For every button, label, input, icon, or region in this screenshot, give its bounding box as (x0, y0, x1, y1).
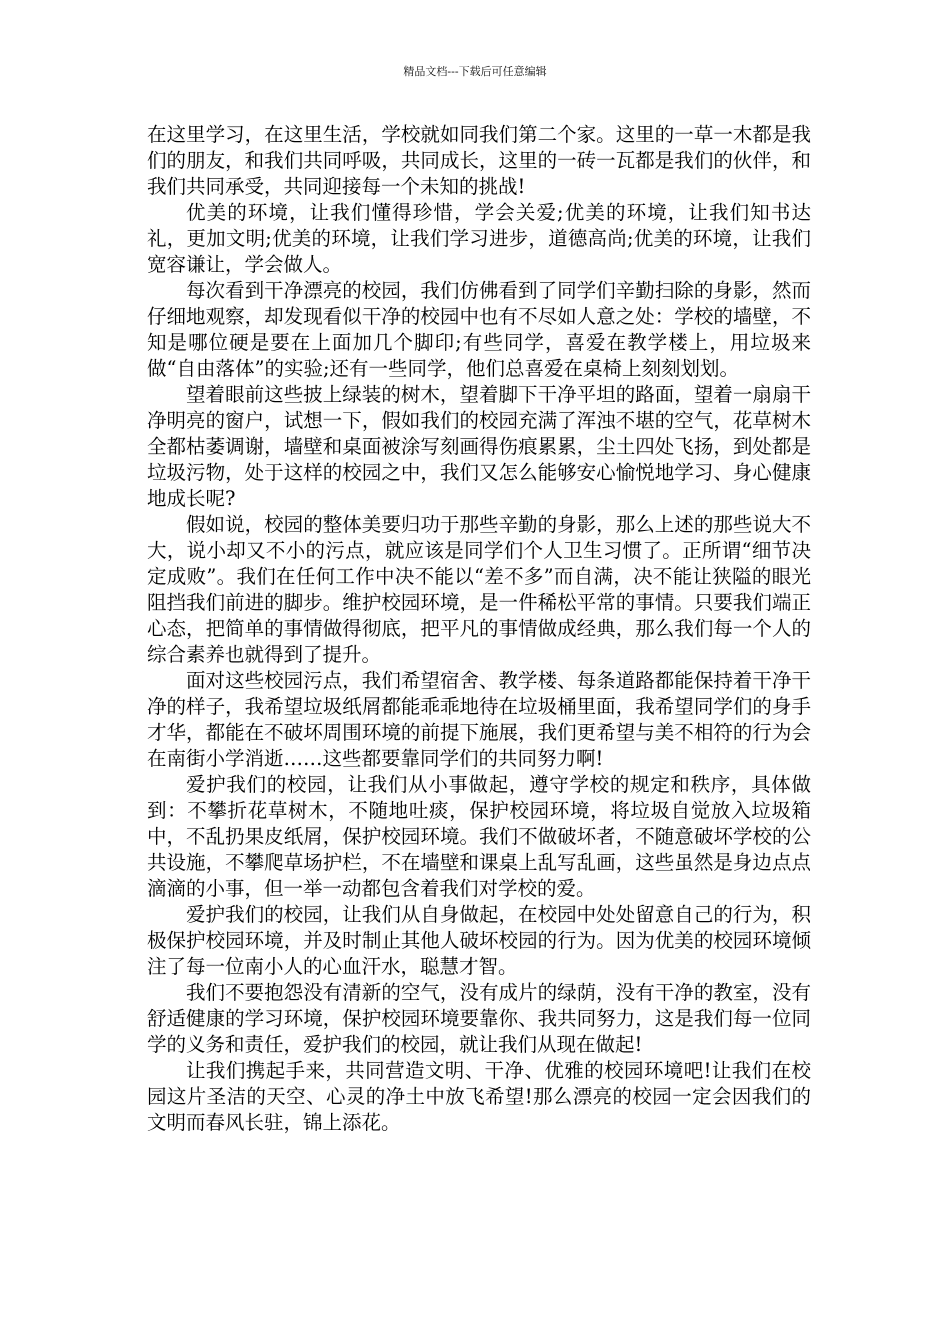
article-body (147, 122, 811, 1136)
paragraph: 爱护我们的校园，让我们从小事做起，遵守学校的规定和秩序，具体做到：不攀折花草树木，不随地吐痰，保护校园环境，将垃圾自觉放入垃圾箱中，不乱扔果皮纸屑，保护校园环境。我们不做破坏者，不随意破坏学校的公共设施，不攀爬草场护栏，不在墙壁和课桌上乱写乱画，这些虽然是身边点点滴滴的小事，但一举一动都包含着我们对学校的爱。 (147, 773, 811, 900)
paragraph: 望着眼前这些披上绿装的树木，望着脚下干净平坦的路面，望着一扇扇干净明亮的窗户，试想一下，假如我们的校园充满了浑浊不堪的空气，花草树木全都枯萎调谢，墙壁和桌面被涂写刻画得伤痕累累，尘土四处飞扬，到处都是垃圾污物，处于这样的校园之中，我们又怎么能够安心愉悦地学习、身心健康地成长呢? (147, 383, 811, 510)
paragraph: 面对这些校园污点，我们希望宿舍、教学楼、每条道路都能保持着干净干净的样子，我希望垃圾纸屑都能乖乖地待在垃圾桶里面，我希望同学们的身手才华，都能在不破坏周围环境的前提下施展，我们更希望与美不相符的行为会在南街小学消逝……这些都要靠同学们的共同努力啊! (147, 669, 811, 770)
paragraph: 假如说，校园的整体美要归功于那些辛勤的身影，那么上述的那些说大不大，说小却又不小的污点，就应该是同学们个人卫生习惯了。正所谓“细节决定成败”。我们在任何工作中决不能以“差不多”而自满，决不能让狭隘的眼光阻挡我们前进的脚步。维护校园环境，是一件稀松平常的事情。只要我们端正心态，把简单的事情做得彻底，把平凡的事情做成经典，那么我们每一个人的综合素养也就得到了提升。 (147, 513, 811, 666)
page-header: 精品文档---下载后可任意编辑 (403, 65, 547, 78)
paragraph: 我们不要抱怨没有清新的空气，没有成片的绿荫，没有干净的教室，没有舒适健康的学习环境，保护校园环境要靠你、我共同努力，这是我们每一位同学的义务和责任，爱护我们的校园，就让我们从现在做起! (147, 981, 811, 1056)
paragraph: 优美的环境，让我们懂得珍惜，学会关爱;优美的环境，让我们知书达礼，更加文明;优美的环境，让我们学习进步，道德高尚;优美的环境，让我们宽容谦让，学会做人。 (147, 201, 811, 276)
paragraph: 让我们携起手来，共同营造文明、干净、优雅的校园环境吧!让我们在校园这片圣洁的天空、心灵的净土中放飞希望!那么漂亮的校园一定会因我们的文明而春风长驻，锦上添花。 (147, 1059, 811, 1134)
paragraph: 每次看到干净漂亮的校园，我们仿佛看到了同学们辛勤扫除的身影，然而仔细地观察，却发现看似干净的校园中也有不尽如人意之处：学校的墙壁，不知是哪位硬是要在上面加几个脚印;有些同学，喜爱在教学楼上，用垃圾来做“自由落体”的实验;还有一些同学，他们总喜爱在桌椅上刻刻划划。 (147, 279, 811, 380)
paragraph: 在这里学习，在这里生活，学校就如同我们第二个家。这里的一草一木都是我们的朋友，和我们共同呼吸，共同成长，这里的一砖一瓦都是我们的伙伴，和我们共同承受，共同迎接每一个未知的挑战! (147, 123, 811, 198)
paragraph: 爱护我们的校园，让我们从自身做起，在校园中处处留意自己的行为，积极保护校园环境，并及时制止其他人破坏校园的行为。因为优美的校园环境倾注了每一位南小人的心血汗水，聪慧才智。 (147, 903, 811, 978)
